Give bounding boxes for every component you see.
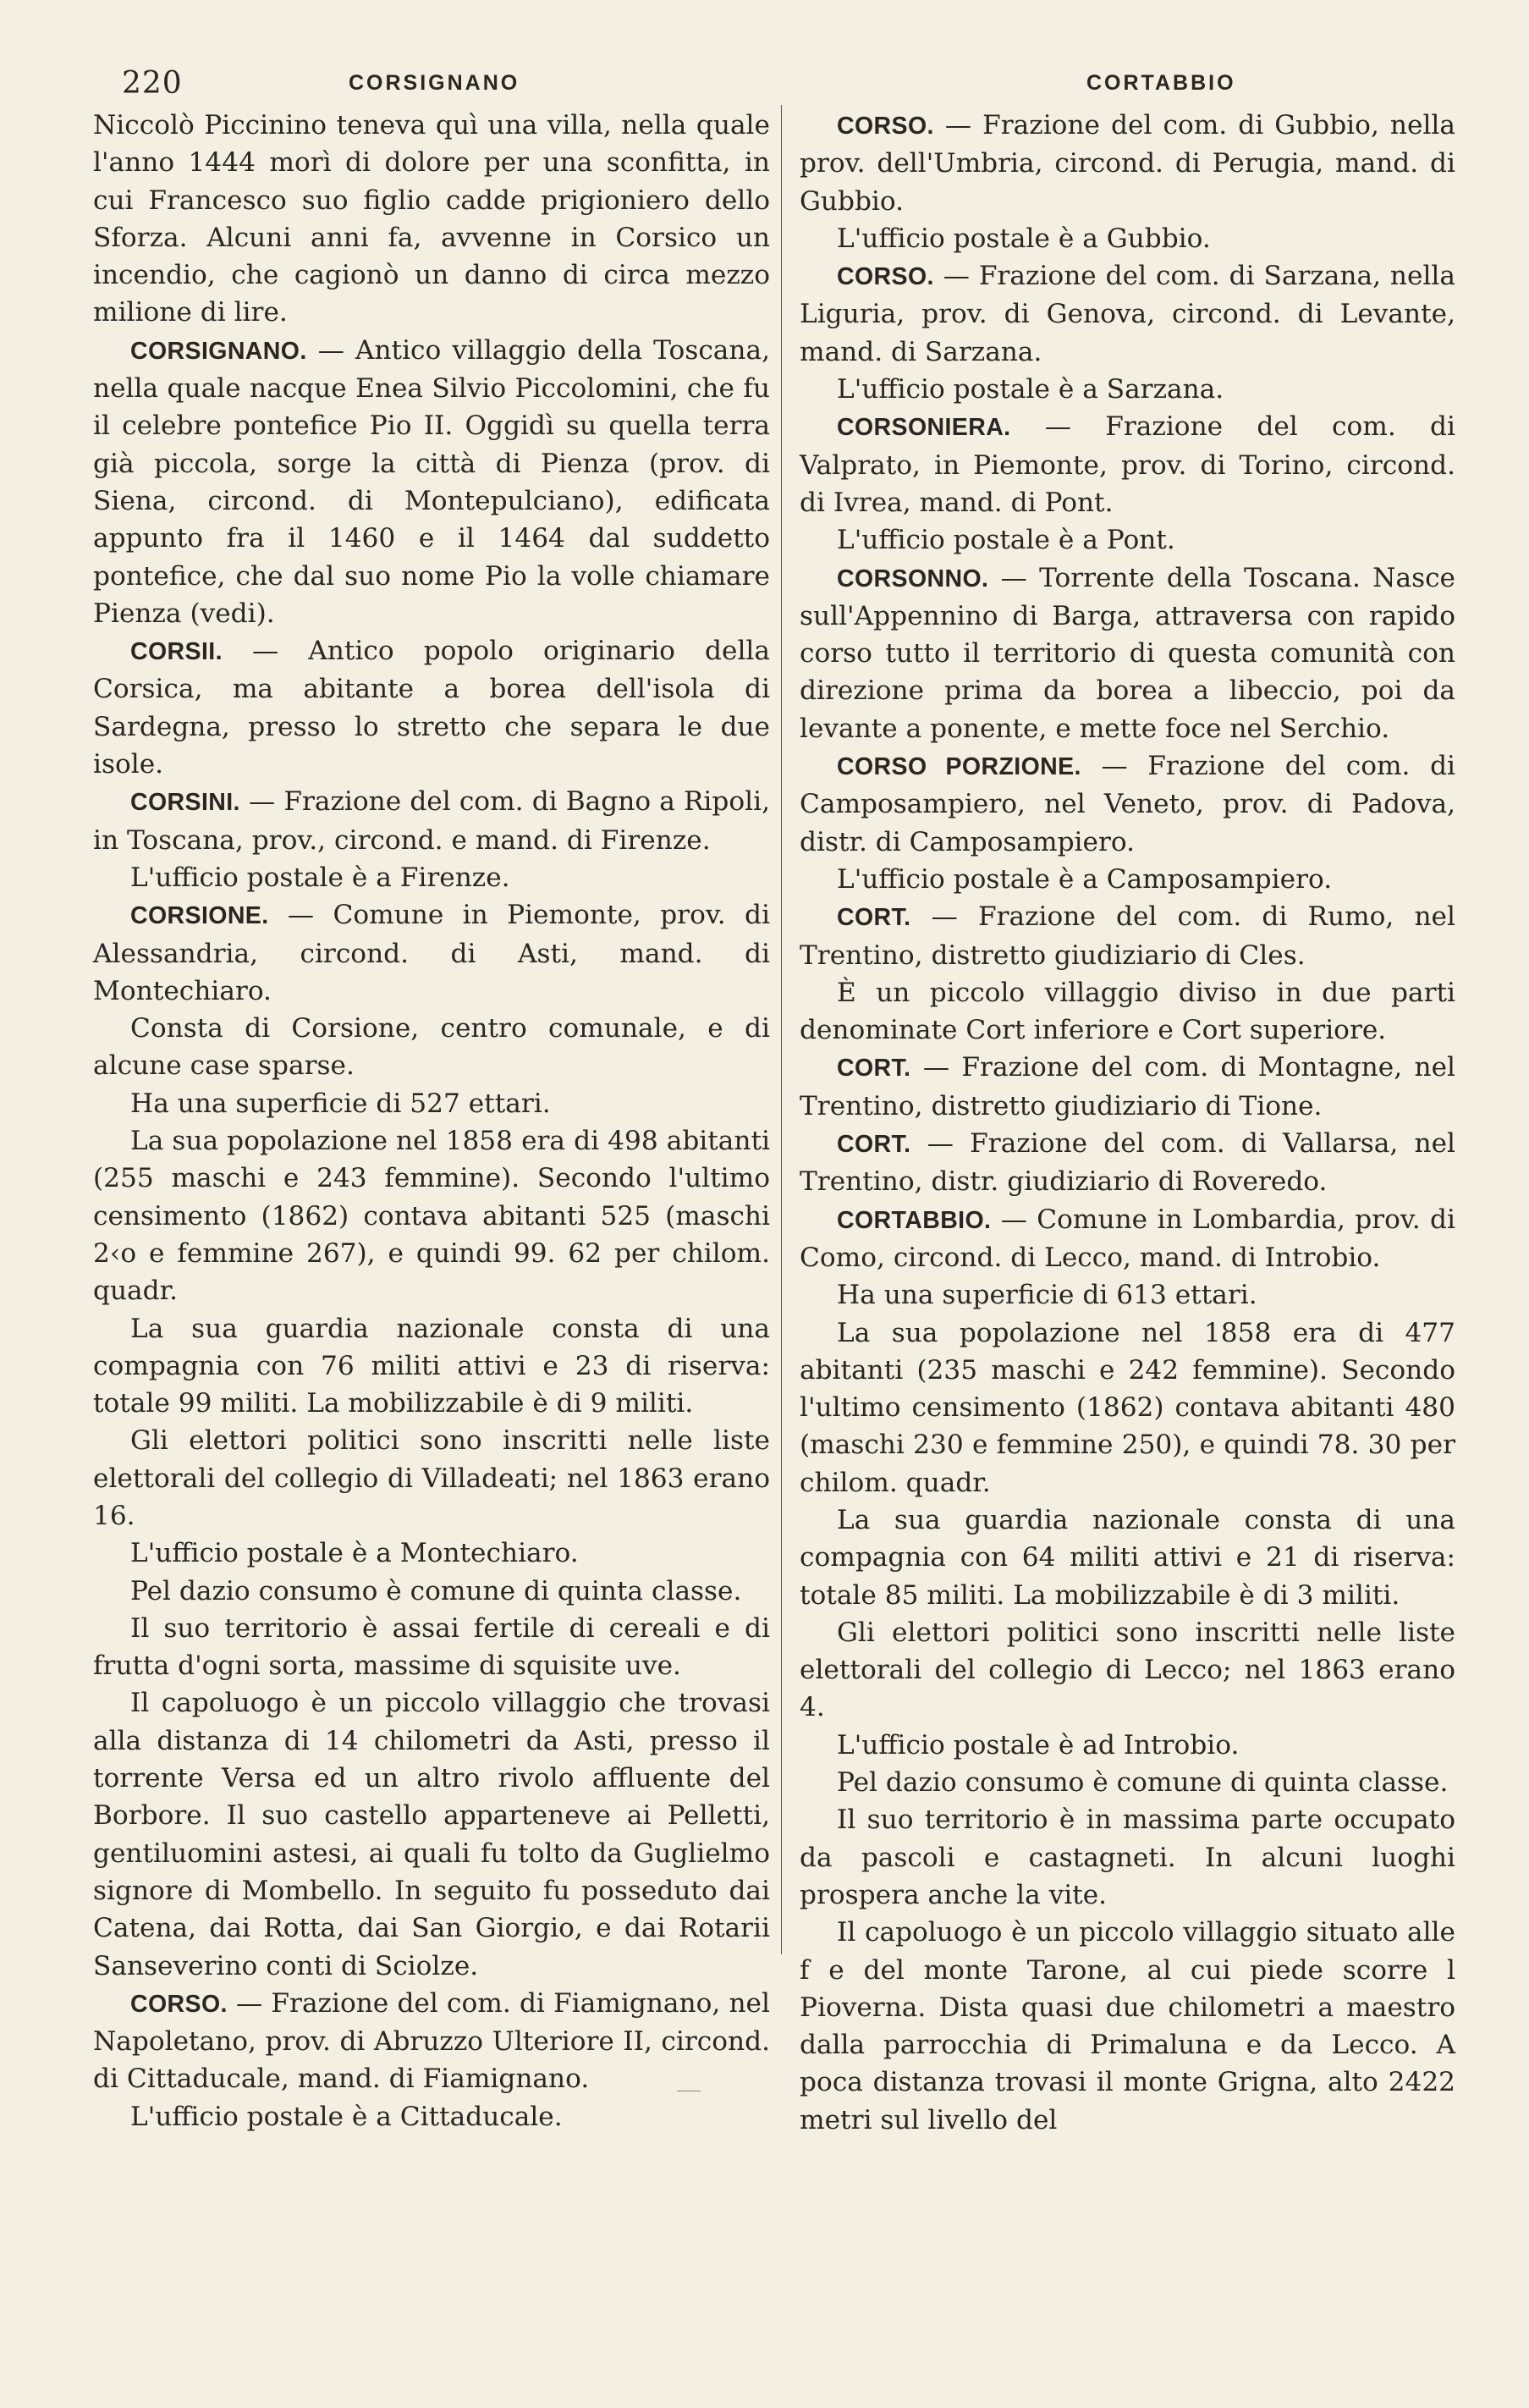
entry-text: L'ufficio postale è a Sarzana. — [837, 374, 1224, 405]
entry-text: È un piccolo villaggio diviso in due parti denominate Cort inferiore e Cort superiore. — [800, 977, 1455, 1046]
entry-text: La sua guardia nazionale consta di una compagnia con 64 militi attivi e 21 di riserva: totale 85 militi. La mobilizzabile è di 3 militi. — [800, 1504, 1455, 1611]
dictionary-entry — [800, 408, 1455, 521]
entry-headword: CORSO. — [130, 1990, 228, 2018]
entry-paragraph — [800, 1614, 1455, 1727]
entry-headword: CORT. — [837, 1131, 911, 1159]
dictionary-entry — [800, 747, 1455, 861]
entry-paragraph — [800, 521, 1455, 559]
entry-headword: CORSIONE. — [130, 902, 269, 930]
entry-headword: CORSIGNANO. — [130, 337, 307, 365]
entry-text: — Frazione del com. di Fiamignano, nel Napoletano, prov. di Abruzzo Ulteriore II, circond. di Cittaducale, mand. di Fiamignano. — [93, 1987, 770, 2095]
dictionary-entry — [93, 1985, 770, 2098]
entry-text: — Torrente della Toscana. Nasce sull'Appennino di Barga, attraversa con rapido corso tutto il territorio di questa comunità con direzione prima da borea a libeccio, poi da levante a ponente, e mette foce nel Serchio. — [800, 562, 1455, 744]
entry-headword: CORSONNO. — [837, 565, 989, 592]
dictionary-entry — [800, 1125, 1455, 1201]
running-head-right: CORTABBIO — [1086, 71, 1236, 95]
entry-paragraph — [93, 1610, 770, 1685]
column-divider — [781, 105, 782, 1954]
entry-paragraph — [93, 1535, 770, 1572]
entry-text: Il suo territorio è in massima parte occupato da pascoli e castagneti. In alcuni luoghi prospera anche la vite. — [800, 1805, 1455, 1910]
entry-paragraph — [93, 1122, 770, 1309]
entry-text: Ha una superficie di 527 ettari. — [130, 1088, 551, 1119]
entry-paragraph — [800, 220, 1455, 257]
entry-headword: CORSO. — [837, 263, 934, 291]
right-column — [800, 107, 1455, 2139]
entry-text: — Antico popolo originario della Corsica, ma abitante a borea dell'isola di Sardegna, presso lo stretto che separa le due isole. — [93, 636, 770, 780]
entry-text: La sua popolazione nel 1858 era di 477 abitanti (235 maschi e 242 femmine). Secondo l'ultimo censimento (1862) contava abitanti 480 (maschi 230 e femmine 250), e quindi 78. 30 per chilom. quadr. — [800, 1317, 1455, 1498]
entry-paragraph — [93, 1573, 770, 1610]
entry-paragraph — [800, 1276, 1455, 1314]
entry-text: L'ufficio postale è a Gubbio. — [837, 223, 1211, 254]
entry-text: Pel dazio consumo è comune di quinta classe. — [130, 1575, 742, 1606]
entry-paragraph — [93, 107, 770, 332]
entry-text: L'ufficio postale è ad Introbio. — [837, 1729, 1240, 1761]
entry-text: L'ufficio postale è a Pont. — [837, 525, 1175, 556]
dictionary-entry — [93, 896, 770, 1010]
dictionary-entry — [800, 898, 1455, 974]
entry-headword: CORSO. — [837, 113, 934, 140]
entry-text: — Frazione del com. di Rumo, nel Trentino, distretto giudiziario di Cles. — [800, 901, 1455, 971]
entry-text: — Comune in Lombardia, prov. di Como, circond. di Lecco, mand. di Introbio. — [800, 1204, 1455, 1273]
entry-text: — Comune in Piemonte, prov. di Alessandria, circond. di Asti, mand. di Montechiaro. — [93, 900, 770, 1006]
entry-text: L'ufficio postale è a Cittaducale. — [130, 2101, 563, 2132]
left-column — [93, 107, 770, 2135]
entry-text: Gli elettori politici sono inscritti nelle liste elettorali del collegio di Lecco; nel 1863 erano 4. — [800, 1617, 1455, 1723]
entry-text: — Frazione del com. di Sarzana, nella Liguria, prov. di Genova, circond. di Levante, mand. di Sarzana. — [800, 261, 1455, 367]
entry-text: Pel dazio consumo è comune di quinta classe. — [837, 1767, 1449, 1799]
entry-headword: CORSONIERA. — [837, 414, 1011, 442]
entry-paragraph — [800, 861, 1455, 898]
dictionary-entry — [800, 1201, 1455, 1277]
entry-text: — Antico villaggio della Toscana, nella quale nacque Enea Silvio Piccolomini, che fu il celebre pontefice Pio II. Oggidì su quella terra già piccola, sorge la città di Pienza (prov. di Siena, circond. di Montepulciano), edificata appunto fra il 1460 e il 1464 dal suddetto pontefice, che dal suo nome Pio la volle chiamare Pienza (vedi). — [93, 334, 770, 629]
entry-paragraph — [800, 974, 1455, 1050]
entry-text: Gli elettori politici sono inscritti nelle liste elettorali del collegio di Villadeati; nel 1863 erano 16. — [93, 1425, 770, 1531]
entry-text: — Frazione del com. di Vallarsa, nel Trentino, distr. giudiziario di Roveredo. — [800, 1128, 1455, 1198]
entry-paragraph — [93, 2098, 770, 2135]
dictionary-entry — [93, 783, 770, 859]
page-header — [0, 66, 1529, 108]
entry-text: L'ufficio postale è a Camposampiero. — [837, 863, 1333, 895]
entry-paragraph — [800, 1502, 1455, 1614]
dictionary-entry — [800, 1049, 1455, 1125]
entry-paragraph — [93, 1422, 770, 1535]
entry-paragraph — [93, 1310, 770, 1423]
entry-paragraph — [800, 1727, 1455, 1764]
page-number: 220 — [122, 66, 183, 101]
entry-paragraph — [800, 371, 1455, 408]
entry-paragraph — [800, 1914, 1455, 2139]
entry-text: — Frazione del com. di Valprato, in Piemonte, prov. di Torino, circond. di Ivrea, mand. di Pont. — [800, 411, 1455, 518]
entry-headword: CORT. — [837, 1055, 911, 1083]
entry-paragraph — [800, 1764, 1455, 1801]
entry-text: Niccolò Piccinino teneva quì una villa, nella quale l'anno 1444 morì di dolore per una sconfitta, in cui Francesco suo figlio cadde prigioniero dello Sforza. Alcuni anni fa, avvenne in Corsico un incendio, che cagionò un danno di circa mezzo milione di lire. — [93, 110, 770, 328]
entry-text: Consta di Corsione, centro comunale, e di alcune case sparse. — [93, 1013, 770, 1082]
entry-text: — Frazione del com. di Montagne, nel Trentino, distretto giudiziario di Tione. — [800, 1052, 1455, 1121]
entry-text: Ha una superficie di 613 ettari. — [837, 1280, 1257, 1311]
dictionary-entry — [93, 632, 770, 783]
entry-paragraph — [93, 1684, 770, 1984]
entry-text: — Frazione del com. di Bagno a Ripoli, in Toscana, prov., circond. e mand. di Firenze. — [93, 786, 770, 856]
entry-text: — Frazione del com. di Gubbio, nella prov. dell'Umbria, circond. di Perugia, mand. di Gubbio. — [800, 110, 1455, 217]
dictionary-entry — [800, 107, 1455, 220]
entry-headword: CORT. — [837, 904, 911, 932]
entry-headword: CORTABBIO. — [837, 1206, 992, 1234]
entry-paragraph — [93, 859, 770, 896]
entry-paragraph — [800, 1314, 1455, 1502]
entry-text: — Frazione del com. di Camposampiero, nel Veneto, prov. di Padova, distr. di Camposampiero. — [800, 751, 1456, 857]
entry-text: L'ufficio postale è a Firenze. — [130, 862, 510, 893]
entry-text: La sua popolazione nel 1858 era di 498 abitanti (255 maschi e 243 femmine). Secondo l'ultimo censimento (1862) contava abitanti 525 (maschi 2‹o e femmine 267), e quindi 99. 62 per chilom. quadr. — [93, 1126, 770, 1307]
entry-text: L'ufficio postale è a Montechiaro. — [130, 1538, 579, 1569]
entry-headword: CORSINI. — [130, 789, 240, 817]
dictionary-entry — [800, 257, 1455, 371]
entry-text: Il suo territorio è assai fertile di cereali e di frutta d'ogni sorta, massime di squisite uve. — [93, 1612, 770, 1682]
entry-text: Il capoluogo è un piccolo villaggio situato alle f e del monte Tarone, al cui piede scorre l Pioverna. Dista quasi due chilometri a maestro dalla parrocchia di Primaluna e da Lecco. A poca distanza trovasi il monte Grigna, alto 2422 metri sul livello del — [800, 1917, 1455, 2135]
entry-text: Il capoluogo è un piccolo villaggio che trovasi alla distanza di 14 chilometri da Asti, presso il torrente Versa ed un altro rivolo affluente del Borbore. Il suo castello apparteneve ai Pelletti, gentiluomini astesi, ai quali fu tolto da Guglielmo signore di Mombello. In seguito fu posseduto dai Catena, dai Rotta, dai San Giorgio, e dai Rotarii Sanseverino conti di Sciolze. — [93, 1688, 770, 1981]
entry-paragraph — [800, 1801, 1455, 1914]
entry-paragraph — [93, 1010, 770, 1085]
entry-paragraph — [93, 1085, 770, 1122]
entry-headword: CORSO PORZIONE. — [837, 753, 1081, 781]
running-head-left: CORSIGNANO — [349, 71, 520, 95]
entry-headword: CORSII. — [130, 638, 223, 666]
dictionary-entry — [93, 332, 770, 632]
entry-text: La sua guardia nazionale consta di una compagnia con 76 militi attivi e 23 di riserva: totale 99 militi. La mobilizzabile è di 9 militi. — [93, 1313, 770, 1419]
dictionary-entry — [800, 559, 1455, 747]
